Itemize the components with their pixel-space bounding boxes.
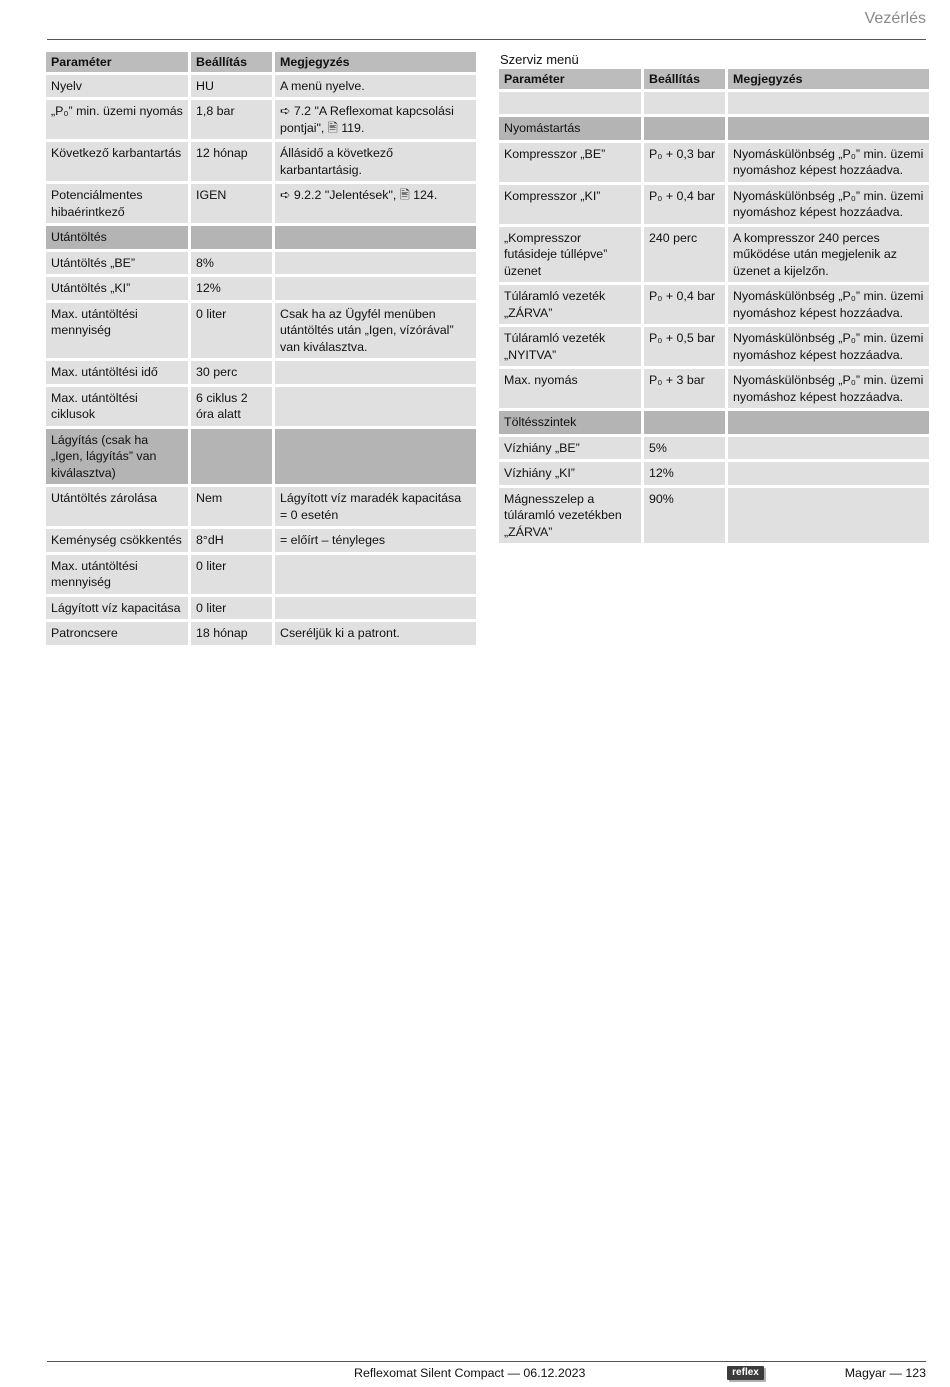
- footer-page-number: Magyar — 123: [844, 1366, 926, 1380]
- table-row: [499, 143, 929, 182]
- note-cell: [275, 277, 476, 300]
- column-header-note: Megjegyzés: [275, 52, 476, 72]
- setting-cell: P₀ + 0,4 bar: [644, 285, 725, 324]
- note-cell: A kompresszor 240 perces működése után megjelenik az üzenet a kijelzőn.: [728, 227, 929, 283]
- parameter-cell: Potenciálmentes hibaérintkező: [46, 184, 188, 223]
- parameter-cell: Max. utántöltési mennyiség: [46, 555, 188, 594]
- column-header-setting: Beállítás: [644, 69, 725, 89]
- setting-cell: [644, 117, 725, 140]
- table-row: [46, 361, 476, 384]
- parameter-cell: [499, 92, 641, 115]
- table-row: [499, 92, 929, 115]
- note-cell: Nyomáskülönbség „P₀” min. üzemi nyomáshoz képest hozzáadva.: [728, 143, 929, 182]
- note-cell: [728, 92, 929, 115]
- setting-cell: 1,8 bar: [191, 100, 272, 139]
- note-cell: ➪ 7.2 "A Reflexomat kapcsolási pontjai", 🖹 119.: [275, 100, 476, 139]
- header-divider: [47, 39, 926, 40]
- parameter-cell: „Kompresszor futásideje túllépve” üzenet: [499, 227, 641, 283]
- setting-cell: 0 liter: [191, 555, 272, 594]
- note-cell: Nyomáskülönbség „P₀” min. üzemi nyomáshoz képest hozzáadva.: [728, 327, 929, 366]
- setting-cell: 0 liter: [191, 597, 272, 620]
- table-row: [46, 303, 476, 359]
- setting-cell: 12%: [191, 277, 272, 300]
- right-column: [499, 52, 929, 543]
- note-cell: [728, 488, 929, 544]
- setting-cell: [644, 92, 725, 115]
- note-cell: Nyomáskülönbség „P₀” min. üzemi nyomáshoz képest hozzáadva.: [728, 185, 929, 224]
- setting-cell: P₀ + 0,5 bar: [644, 327, 725, 366]
- note-cell: [728, 462, 929, 485]
- parameter-cell: „P₀” min. üzemi nyomás: [46, 100, 188, 139]
- table-row: [499, 462, 929, 485]
- parameter-cell: Keménység csökkentés: [46, 529, 188, 552]
- left-column: [46, 52, 476, 645]
- table-row: [499, 437, 929, 460]
- setting-cell: Nem: [191, 487, 272, 526]
- footer-divider: [47, 1361, 926, 1362]
- note-cell: [728, 117, 929, 140]
- setting-cell: 5%: [644, 437, 725, 460]
- group-header-row: [46, 429, 476, 485]
- table-row: [499, 185, 929, 224]
- reflex-logo: reflex: [727, 1366, 764, 1380]
- parameter-cell: Max. utántöltési idő: [46, 361, 188, 384]
- setting-cell: IGEN: [191, 184, 272, 223]
- footer-document-title: Reflexomat Silent Compact — 06.12.2023: [354, 1366, 586, 1380]
- group-header-row: [46, 226, 476, 249]
- note-cell: [275, 252, 476, 275]
- parameter-cell: Lágyított víz kapacitása: [46, 597, 188, 620]
- parameter-cell: Max. utántöltési ciklusok: [46, 387, 188, 426]
- note-cell: Cseréljük ki a patront.: [275, 622, 476, 645]
- table-row: [46, 100, 476, 139]
- note-cell: [275, 387, 476, 426]
- table-row: [46, 529, 476, 552]
- table-row: [46, 184, 476, 223]
- note-cell: [728, 437, 929, 460]
- settings-table-left-body: [46, 75, 476, 645]
- setting-cell: 12 hónap: [191, 142, 272, 181]
- table-row: [46, 277, 476, 300]
- note-cell: = előírt – tényleges: [275, 529, 476, 552]
- table-row: [46, 252, 476, 275]
- setting-cell: 90%: [644, 488, 725, 544]
- table-row: [499, 369, 929, 408]
- setting-cell: HU: [191, 75, 272, 98]
- parameter-cell: Utántöltés: [46, 226, 188, 249]
- setting-cell: 30 perc: [191, 361, 272, 384]
- setting-cell: P₀ + 0,4 bar: [644, 185, 725, 224]
- parameter-cell: Töltésszintek: [499, 411, 641, 434]
- table-row: [499, 227, 929, 283]
- parameter-cell: Max. nyomás: [499, 369, 641, 408]
- table-row: [46, 597, 476, 620]
- service-menu-table: [496, 66, 932, 546]
- setting-cell: 6 ciklus 2 óra alatt: [191, 387, 272, 426]
- table-row: [499, 285, 929, 324]
- note-cell: [275, 226, 476, 249]
- note-cell: ➪ 9.2.2 "Jelentések", 🖹 124.: [275, 184, 476, 223]
- note-cell: [728, 411, 929, 434]
- table-row: [46, 75, 476, 98]
- column-header-parameter: Paraméter: [46, 52, 188, 72]
- table-row: [46, 387, 476, 426]
- table-row: [46, 622, 476, 645]
- settings-table-left: [43, 49, 479, 648]
- parameter-cell: Következő karbantartás: [46, 142, 188, 181]
- column-header-parameter: Paraméter: [499, 69, 641, 89]
- note-cell: Nyomáskülönbség „P₀” min. üzemi nyomáshoz képest hozzáadva.: [728, 369, 929, 408]
- parameter-cell: Utántöltés zárolása: [46, 487, 188, 526]
- parameter-cell: Vízhiány „BE”: [499, 437, 641, 460]
- parameter-cell: Túláramló vezeték „ZÁRVA”: [499, 285, 641, 324]
- table-row: [46, 487, 476, 526]
- parameter-cell: Túláramló vezeték „NYITVA”: [499, 327, 641, 366]
- setting-cell: [644, 411, 725, 434]
- table-row: [499, 327, 929, 366]
- setting-cell: 12%: [644, 462, 725, 485]
- setting-cell: [191, 429, 272, 485]
- service-menu-caption: Szerviz menü: [500, 52, 579, 67]
- setting-cell: 0 liter: [191, 303, 272, 359]
- table-row: [499, 488, 929, 544]
- note-cell: A menü nyelve.: [275, 75, 476, 98]
- parameter-cell: Kompresszor „KI”: [499, 185, 641, 224]
- page-header-title: Vezérlés: [864, 10, 926, 27]
- setting-cell: P₀ + 3 bar: [644, 369, 725, 408]
- parameter-cell: Lágyítás (csak ha „Igen, lágyítás” van kiválasztva): [46, 429, 188, 485]
- parameter-cell: Vízhiány „KI”: [499, 462, 641, 485]
- parameter-cell: Kompresszor „BE”: [499, 143, 641, 182]
- note-cell: [275, 555, 476, 594]
- note-cell: [275, 361, 476, 384]
- setting-cell: 240 perc: [644, 227, 725, 283]
- parameter-cell: Utántöltés „BE”: [46, 252, 188, 275]
- parameter-cell: Patroncsere: [46, 622, 188, 645]
- parameter-cell: Max. utántöltési mennyiség: [46, 303, 188, 359]
- note-cell: Állásidő a következő karbantartásig.: [275, 142, 476, 181]
- service-menu-table-body: [499, 92, 929, 544]
- column-header-setting: Beállítás: [191, 52, 272, 72]
- note-cell: Lágyított víz maradék kapacitása = 0 esetén: [275, 487, 476, 526]
- note-cell: Csak ha az Ügyfél menüben utántöltés után „Igen, vízórával” van kiválasztva.: [275, 303, 476, 359]
- group-header-row: [499, 117, 929, 140]
- table-header-row: [46, 52, 476, 72]
- table-header-row: [499, 69, 929, 89]
- note-cell: Nyomáskülönbség „P₀” min. üzemi nyomáshoz képest hozzáadva.: [728, 285, 929, 324]
- setting-cell: 8°dH: [191, 529, 272, 552]
- setting-cell: 18 hónap: [191, 622, 272, 645]
- note-cell: [275, 597, 476, 620]
- table-row: [46, 555, 476, 594]
- setting-cell: [191, 226, 272, 249]
- table-row: [46, 142, 476, 181]
- note-cell: [275, 429, 476, 485]
- parameter-cell: Nyomástartás: [499, 117, 641, 140]
- parameter-cell: Utántöltés „KI”: [46, 277, 188, 300]
- setting-cell: P₀ + 0,3 bar: [644, 143, 725, 182]
- setting-cell: 8%: [191, 252, 272, 275]
- column-header-note: Megjegyzés: [728, 69, 929, 89]
- group-header-row: [499, 411, 929, 434]
- parameter-cell: Nyelv: [46, 75, 188, 98]
- parameter-cell: Mágnesszelep a túláramló vezetékben „ZÁRVA”: [499, 488, 641, 544]
